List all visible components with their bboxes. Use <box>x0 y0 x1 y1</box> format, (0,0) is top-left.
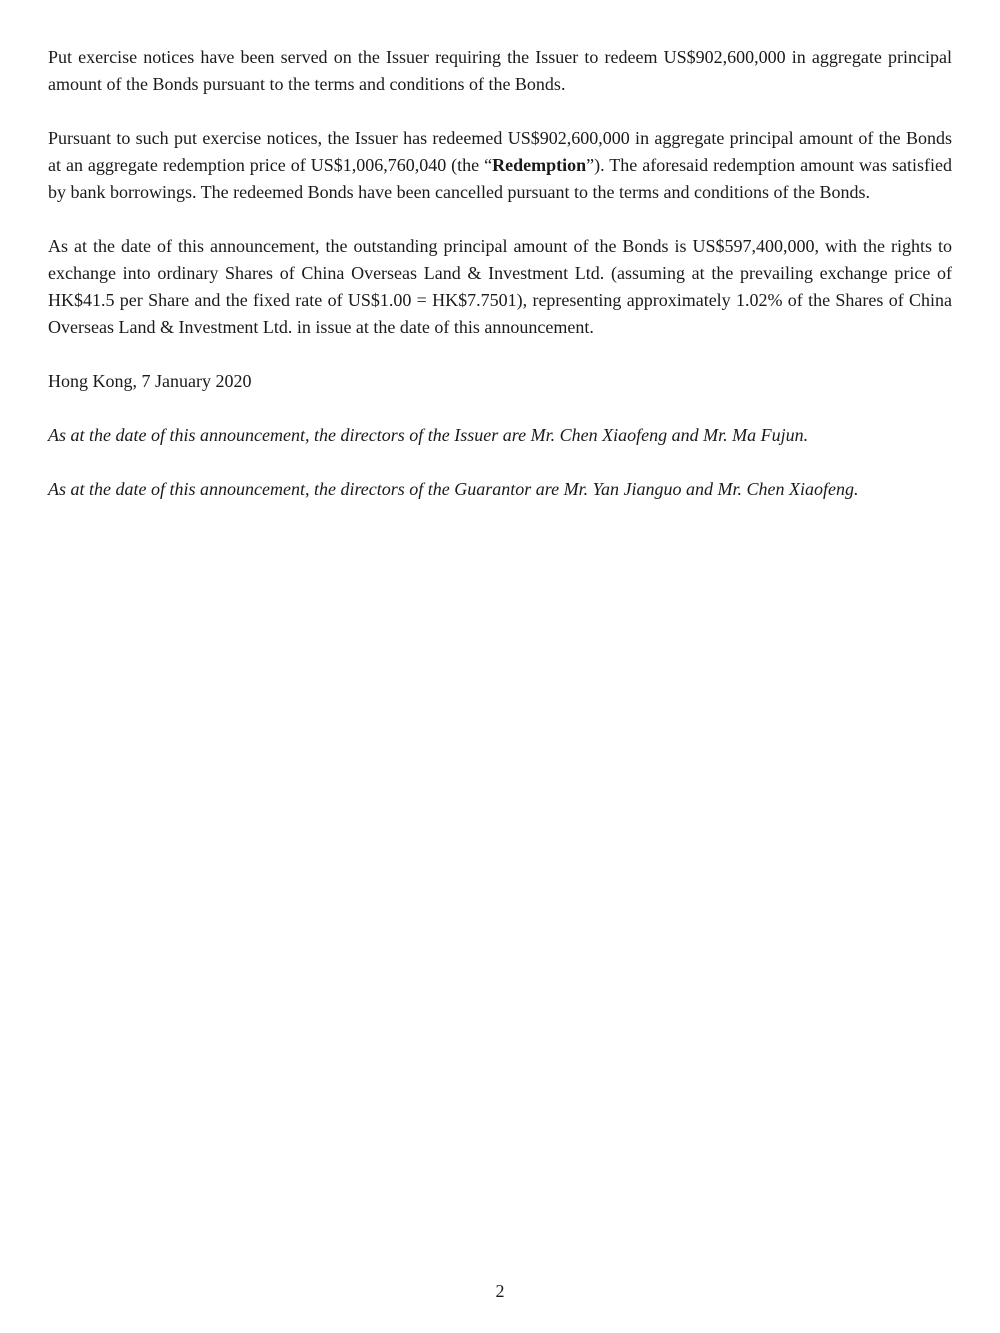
paragraph-redemption <box>48 125 952 206</box>
place-and-date: Hong Kong, 7 January 2020 <box>48 371 252 391</box>
document-body <box>48 44 952 503</box>
issuer-directors-statement: As at the date of this announcement, the directors of the Issuer are Mr. Chen Xiaofeng and Mr. Ma Fujun. <box>48 425 809 445</box>
redemption-text-end: ”). The aforesaid redemption amount was satisfied by bank borrowings. The redeemed Bonds have been cancelled pursuant to the terms and conditions of the Bonds. <box>48 155 952 202</box>
paragraph-outstanding-principal: As at the date of this announcement, the outstanding principal amount of the Bonds is US$597,400,000, with the rights to exchange into ordinary Shares of China Overseas Land & Investment Ltd. (assuming at the prevailing exchange price of HK$41.5 per Share and the fixed rate of US$1.00 = HK$7.7501), representing approximately 1.02% of the Shares of China Overseas Land & Investment Ltd. in issue at the date of this announcement. <box>48 236 952 337</box>
paragraph-put-exercise-notices: Put exercise notices have been served on the Issuer requiring the Issuer to redeem US$902,600,000 in aggregate principal amount of the Bonds pursuant to the terms and conditions of the Bonds. <box>48 47 952 94</box>
page-number: 2 <box>495 1281 505 1301</box>
guarantor-directors-statement: As at the date of this announcement, the directors of the Guarantor are Mr. Yan Jianguo and Mr. Chen Xiaofeng. <box>48 479 859 499</box>
redemption-text-start: Pursuant to such put exercise notices, the Issuer has redeemed US$902,600,000 in aggregate principal amount of the Bonds at an aggregate redemption price of US$1,006,760,040 (the “ <box>48 128 952 175</box>
redemption-defined-term: Redemption <box>492 155 587 175</box>
